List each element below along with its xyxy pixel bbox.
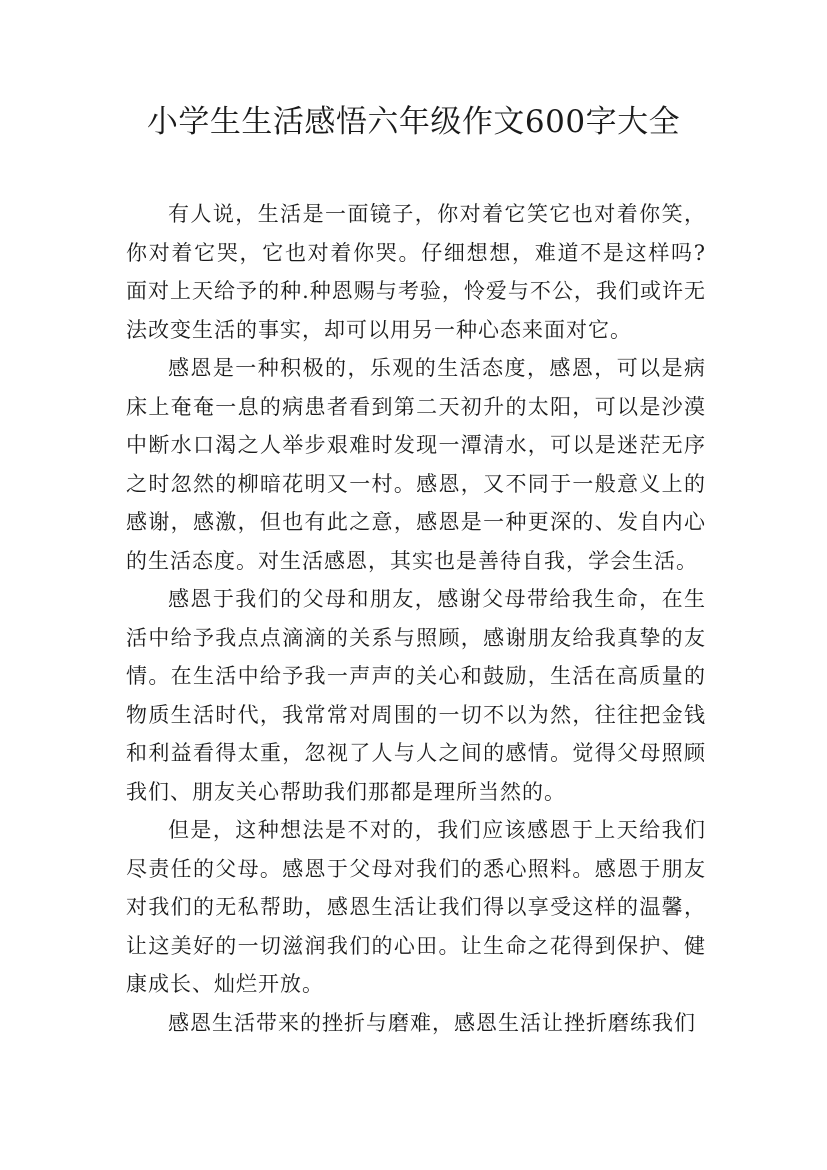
paragraph-2: 感恩是一种积极的，乐观的生活态度，感恩，可以是病床上奄奄一息的病患者看到第二天初升的太阳，可以是沙漠中断水口渴之人举步艰难时发现一潭清水，可以是迷茫无序之时忽然的柳暗花明又一村。感恩，又不同于一般意义上的感谢，感激，但也有此之意，感恩是一种更深的、发自内心的生活态度。对生活感恩，其实也是善待自我，学会生活。: [126, 356, 706, 573]
paragraph-5: 感恩生活带来的挫折与磨难，感恩生活让挫折磨练我们: [168, 1010, 696, 1035]
paragraph-1: 有人说，生活是一面镜子，你对着它笑它也对着你笑，你对着它哭，它也对着你哭。仔细想想，难道不是这样吗?面对上天给予的种.种恩赐与考验，怜爱与不公，我们或许无法改变生活的事实，却可以用另一种心态来面对它。: [126, 202, 706, 342]
document-body: [126, 195, 706, 1042]
document-title: 小学生生活感悟六年级作文600字大全: [146, 104, 681, 140]
paragraph-4: 但是，这种想法是不对的，我们应该感恩于上天给我们尽责任的父母。感恩于父母对我们的悉心照料。感恩于朋友对我们的无私帮助，感恩生活让我们得以享受这样的温馨，让这美好的一切滋润我们的心田。让生命之花得到保护、健康成长、灿烂开放。: [126, 818, 706, 996]
paragraph-3: 感恩于我们的父母和朋友，感谢父母带给我生命，在生活中给予我点点滴滴的关系与照顾，感谢朋友给我真挚的友情。在生活中给予我一声声的关心和鼓励，生活在高质量的物质生活时代，我常常对周围的一切不以为然，往往把金钱和利益看得太重，忽视了人与人之间的感情。觉得父母照顾我们、朋友关心帮助我们那都是理所当然的。: [126, 587, 706, 804]
